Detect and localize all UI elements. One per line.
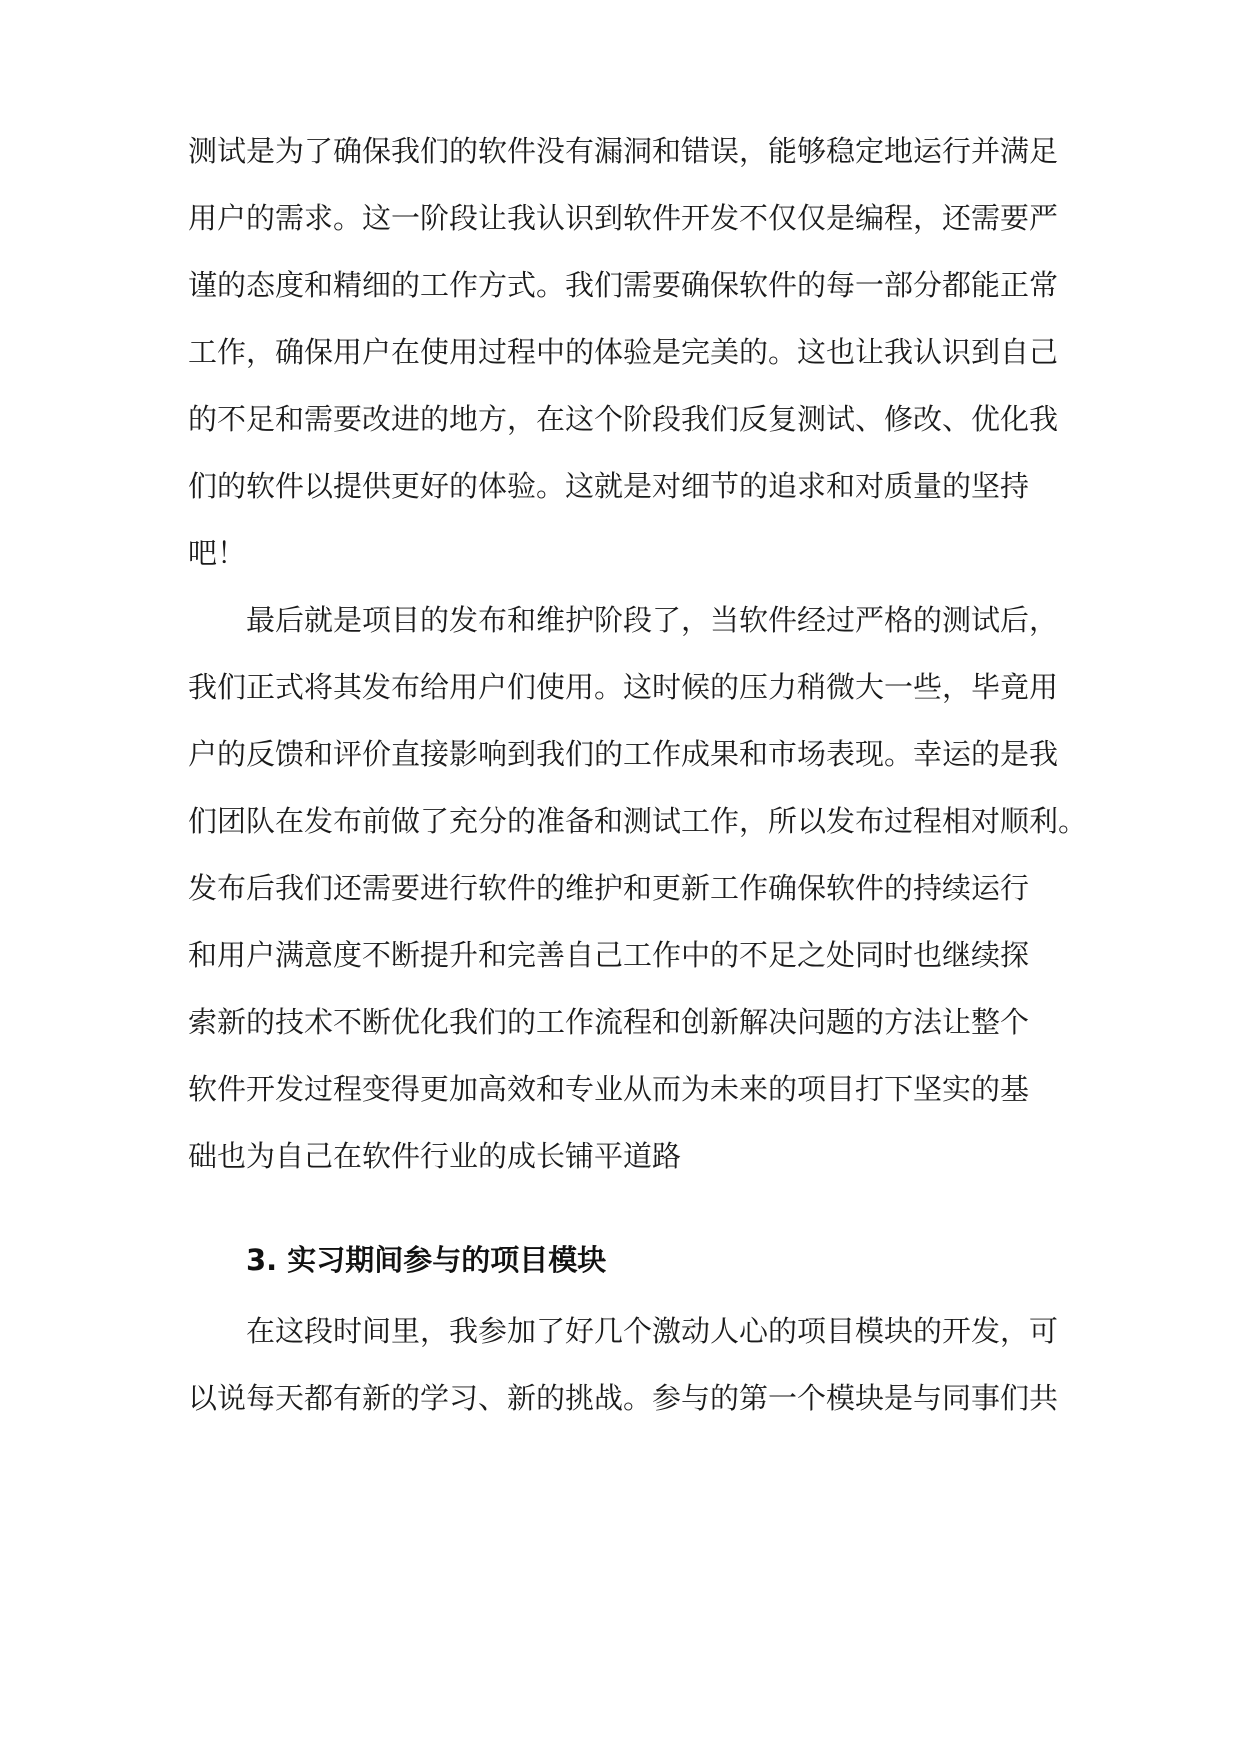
- paragraph-line: 测试是为了确保我们的软件没有漏洞和错误，能够稳定地运行并满足: [188, 134, 1059, 168]
- paragraph-line: 和用户满意度不断提升和完善自己工作中的不足之处同时也继续探: [188, 938, 1030, 972]
- paragraph-line: 的不足和需要改进的地方，在这个阶段我们反复测试、修改、优化我: [188, 402, 1059, 436]
- paragraph-line: 户的反馈和评价直接影响到我们的工作成果和市场表现。幸运的是我: [188, 737, 1059, 771]
- paragraph-line: 软件开发过程变得更加高效和专业从而为未来的项目打下坚实的基: [188, 1072, 1030, 1106]
- paragraph-line: 工作，确保用户在使用过程中的体验是完美的。这也让我认识到自己: [188, 335, 1059, 369]
- paragraph-line: 以说每天都有新的学习、新的挑战。参与的第一个模块是与同事们共: [188, 1381, 1059, 1415]
- paragraph-line: 础也为自己在软件行业的成长铺平道路: [188, 1139, 682, 1173]
- paragraph-line: 谨的态度和精细的工作方式。我们需要确保软件的每一部分都能正常: [188, 268, 1059, 302]
- paragraph-line: 发布后我们还需要进行软件的维护和更新工作确保软件的持续运行: [188, 871, 1030, 905]
- paragraph-line: 索新的技术不断优化我们的工作流程和创新解决问题的方法让整个: [188, 1005, 1030, 1039]
- paragraph-line: 在这段时间里，我参加了好几个激动人心的项目模块的开发，可: [246, 1314, 1059, 1348]
- section-heading: 3. 实习期间参与的项目模块: [246, 1243, 607, 1277]
- paragraph-line: 用户的需求。这一阶段让我认识到软件开发不仅仅是编程，还需要严: [188, 201, 1059, 235]
- paragraph-line: 吧！: [188, 536, 247, 570]
- paragraph-line: 我们正式将其发布给用户们使用。这时候的压力稍微大一些，毕竟用: [188, 670, 1059, 704]
- paragraph-line: 们的软件以提供更好的体验。这就是对细节的追求和对质量的坚持: [188, 469, 1030, 503]
- paragraph-line: 最后就是项目的发布和维护阶段了，当软件经过严格的测试后，: [246, 603, 1059, 637]
- paragraph-line: 们团队在发布前做了充分的准备和测试工作，所以发布过程相对顺利。: [188, 804, 1088, 838]
